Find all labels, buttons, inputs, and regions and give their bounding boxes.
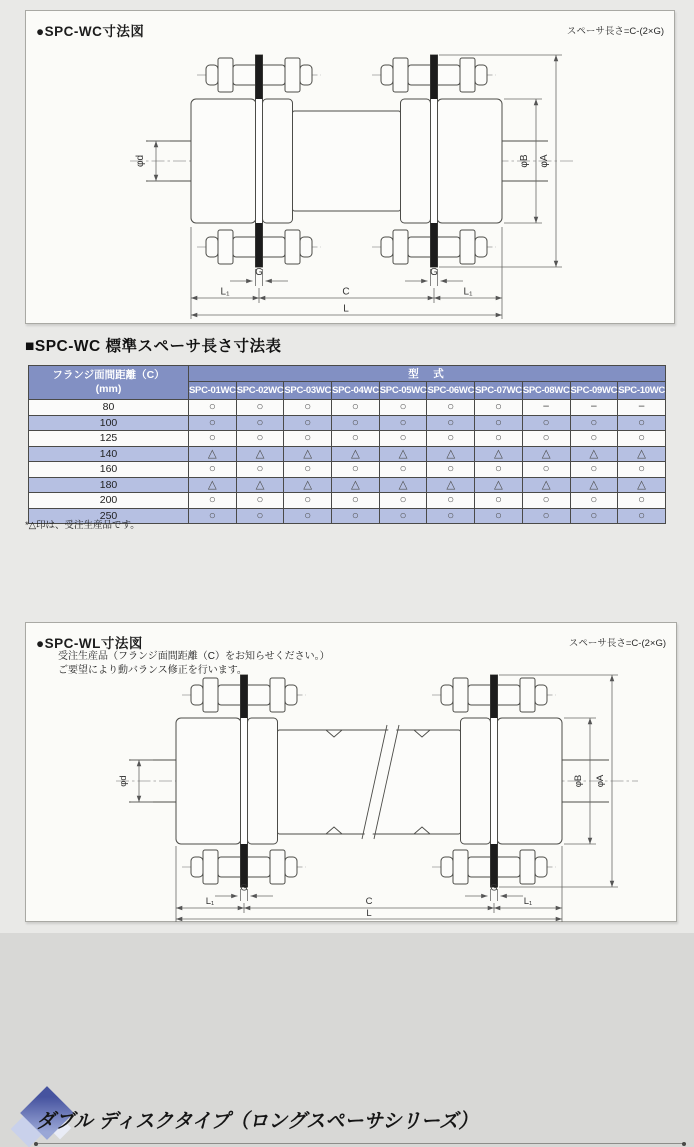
disc-pack-right — [491, 675, 498, 887]
dim-label-l1-right: L₁ — [463, 286, 473, 298]
availability-cell: ○ — [284, 415, 332, 431]
table-row — [29, 415, 666, 431]
disc-pack-right — [431, 55, 438, 267]
availability-cell: ○ — [379, 415, 427, 431]
availability-cell: ○ — [284, 400, 332, 416]
model-col-header: SPC-02WC — [236, 382, 284, 400]
flange-distance-value: 160 — [29, 462, 189, 478]
spacer-flange-right — [401, 99, 431, 223]
dim-label-l1-right: L₁ — [523, 896, 533, 907]
table-footnote: *△印は、受注生産品です。 — [25, 520, 140, 531]
availability-cell: △ — [570, 477, 618, 493]
table-row — [29, 400, 666, 416]
disc-pack-left — [241, 675, 248, 887]
availability-cell: △ — [379, 477, 427, 493]
availability-cell: ○ — [379, 431, 427, 447]
availability-cell: △ — [284, 477, 332, 493]
dim-label-l: L — [343, 303, 349, 315]
availability-cell: ○ — [379, 493, 427, 509]
availability-cell: △ — [236, 446, 284, 462]
dim-label-phi-b: φB — [573, 774, 584, 788]
spacer-flange-left — [263, 99, 293, 223]
spacer-flange-left — [248, 718, 278, 844]
availability-cell: ○ — [236, 400, 284, 416]
availability-cell: ○ — [284, 493, 332, 509]
availability-cell: ○ — [189, 462, 237, 478]
flange-distance-header — [29, 366, 189, 400]
availability-cell: ○ — [427, 431, 475, 447]
availability-cell: ○ — [236, 431, 284, 447]
availability-cell: △ — [189, 477, 237, 493]
flange-distance-value: 125 — [29, 431, 189, 447]
model-col-header: SPC-10WC — [618, 382, 666, 400]
availability-cell: △ — [332, 477, 380, 493]
availability-cell: ○ — [189, 431, 237, 447]
availability-cell: △ — [427, 477, 475, 493]
flange-distance-header-unit: (mm) — [95, 382, 122, 395]
spc-wc-dimension-panel — [25, 10, 675, 324]
spc-wl-dimension-panel — [25, 622, 677, 922]
order-note-1: 受注生産品（フランジ面間距離（C）をお知らせください。） — [58, 651, 330, 662]
dim-label-g-right: G — [430, 267, 438, 278]
order-notes — [58, 650, 330, 677]
availability-cell: △ — [618, 477, 666, 493]
hub-left — [176, 718, 241, 844]
rule-dot-right — [682, 1142, 686, 1146]
availability-cell: ○ — [570, 462, 618, 478]
availability-cell: △ — [475, 446, 523, 462]
availability-cell: △ — [284, 446, 332, 462]
availability-cell: ○ — [618, 415, 666, 431]
dim-label-g-left: G — [255, 267, 263, 278]
dim-label-phi-d: φd — [118, 775, 129, 787]
table-body — [29, 400, 666, 524]
table-row — [29, 462, 666, 478]
dim-label-c: C — [342, 286, 350, 298]
availability-cell: ○ — [189, 508, 237, 524]
availability-cell: − — [618, 400, 666, 416]
availability-cell: − — [522, 400, 570, 416]
availability-cell: ○ — [332, 462, 380, 478]
availability-cell: ○ — [189, 400, 237, 416]
availability-cell: ○ — [570, 431, 618, 447]
availability-cell: ○ — [475, 508, 523, 524]
model-col-header: SPC-04WC — [332, 382, 380, 400]
dim-label-phi-b: φB — [519, 154, 530, 168]
availability-cell: ○ — [618, 462, 666, 478]
availability-cell: ○ — [475, 462, 523, 478]
heading-rule — [36, 1143, 686, 1144]
availability-cell: △ — [570, 446, 618, 462]
flange-distance-value: 80 — [29, 400, 189, 416]
availability-cell: ○ — [570, 493, 618, 509]
availability-cell: ○ — [427, 400, 475, 416]
hub-right — [437, 99, 502, 223]
availability-cell: ○ — [189, 415, 237, 431]
model-col-header: SPC-03WC — [284, 382, 332, 400]
availability-cell: △ — [427, 446, 475, 462]
availability-cell: ○ — [332, 400, 380, 416]
availability-cell: ○ — [379, 508, 427, 524]
availability-cell: ○ — [332, 431, 380, 447]
availability-cell: ○ — [618, 431, 666, 447]
availability-cell: ○ — [236, 462, 284, 478]
spacer-length-formula-wl: スペーサ長さ=C-(2×G) — [568, 638, 666, 649]
panel-title-spc-wl: ●SPC-WL寸法図 — [36, 636, 143, 651]
availability-cell: ○ — [475, 400, 523, 416]
availability-cell: ○ — [618, 508, 666, 524]
availability-cell: ○ — [427, 462, 475, 478]
dim-label-c: C — [365, 896, 373, 907]
availability-cell: ○ — [475, 493, 523, 509]
panel-title-spc-wc: ●SPC-WC寸法図 — [36, 24, 145, 39]
availability-cell: ○ — [522, 431, 570, 447]
table-row — [29, 493, 666, 509]
model-col-header: SPC-05WC — [379, 382, 427, 400]
table-row — [29, 431, 666, 447]
availability-cell: ○ — [522, 415, 570, 431]
availability-cell: △ — [618, 446, 666, 462]
dim-label-phi-d: φd — [135, 154, 146, 168]
disc-pack-left — [256, 55, 263, 267]
availability-cell: △ — [189, 446, 237, 462]
availability-cell: ○ — [522, 462, 570, 478]
availability-cell: ○ — [522, 508, 570, 524]
availability-cell: ○ — [284, 508, 332, 524]
dim-label-phi-a: φA — [539, 154, 550, 168]
availability-cell: ○ — [522, 493, 570, 509]
availability-cell: △ — [475, 477, 523, 493]
model-group-header: 型 式 — [189, 366, 666, 382]
availability-cell: ○ — [332, 493, 380, 509]
model-col-header: SPC-06WC — [427, 382, 475, 400]
hub-right — [497, 718, 562, 844]
availability-cell: ○ — [570, 508, 618, 524]
flange-distance-value: 180 — [29, 477, 189, 493]
table-row — [29, 446, 666, 462]
spc-wc-drawing — [26, 11, 674, 323]
availability-cell: ○ — [379, 400, 427, 416]
availability-cell: ○ — [379, 462, 427, 478]
availability-cell: ○ — [332, 415, 380, 431]
availability-cell: △ — [332, 446, 380, 462]
availability-cell: ○ — [189, 493, 237, 509]
model-col-header: SPC-08WC — [522, 382, 570, 400]
series-heading: ダブル ディスクタイプ（ロングスペーサシリーズ） — [36, 1110, 478, 1133]
dim-label-phi-a: φA — [595, 774, 606, 788]
availability-cell: ○ — [284, 462, 332, 478]
dim-label-g-right: G — [490, 882, 498, 894]
dim-label-g-left: G — [240, 882, 248, 894]
hub-left — [191, 99, 256, 223]
group-header-row — [29, 366, 666, 382]
availability-cell: △ — [236, 477, 284, 493]
flange-distance-value: 140 — [29, 446, 189, 462]
availability-cell: ○ — [618, 493, 666, 509]
spacer-length-table — [28, 365, 666, 524]
availability-cell: ○ — [236, 415, 284, 431]
flange-distance-header-line1: フランジ面間距離（C） — [52, 369, 165, 382]
availability-cell: ○ — [284, 431, 332, 447]
availability-cell: ○ — [570, 415, 618, 431]
dim-label-l1-left: L₁ — [205, 896, 215, 907]
availability-cell: ○ — [236, 508, 284, 524]
availability-cell: ○ — [427, 508, 475, 524]
availability-cell: ○ — [332, 508, 380, 524]
spacer-flange-right — [461, 718, 491, 844]
availability-cell: △ — [522, 446, 570, 462]
rule-dot-left — [34, 1142, 38, 1146]
dim-label-l: L — [366, 908, 372, 919]
spacer-length-formula: スペーサ長さ=C-(2×G) — [566, 26, 664, 37]
flange-distance-value: 100 — [29, 415, 189, 431]
availability-cell: ○ — [475, 431, 523, 447]
availability-cell: ○ — [236, 493, 284, 509]
flange-distance-value: 200 — [29, 493, 189, 509]
availability-cell: ○ — [475, 415, 523, 431]
model-col-header: SPC-09WC — [570, 382, 618, 400]
model-col-header: SPC-01WC — [189, 382, 237, 400]
table-row — [29, 477, 666, 493]
model-col-header: SPC-07WC — [475, 382, 523, 400]
spacer-tube — [293, 111, 401, 211]
availability-cell: ○ — [427, 415, 475, 431]
table-section-heading: ■SPC-WC 標準スペーサ長さ寸法表 — [25, 338, 282, 355]
flange-distance-value: 250 — [29, 508, 189, 524]
availability-cell: − — [570, 400, 618, 416]
availability-cell: ○ — [427, 493, 475, 509]
dim-label-l1-left: L₁ — [220, 286, 230, 298]
availability-cell: △ — [522, 477, 570, 493]
order-note-2: ご要望により動バランス修正を行います。 — [58, 664, 247, 676]
availability-cell: △ — [379, 446, 427, 462]
